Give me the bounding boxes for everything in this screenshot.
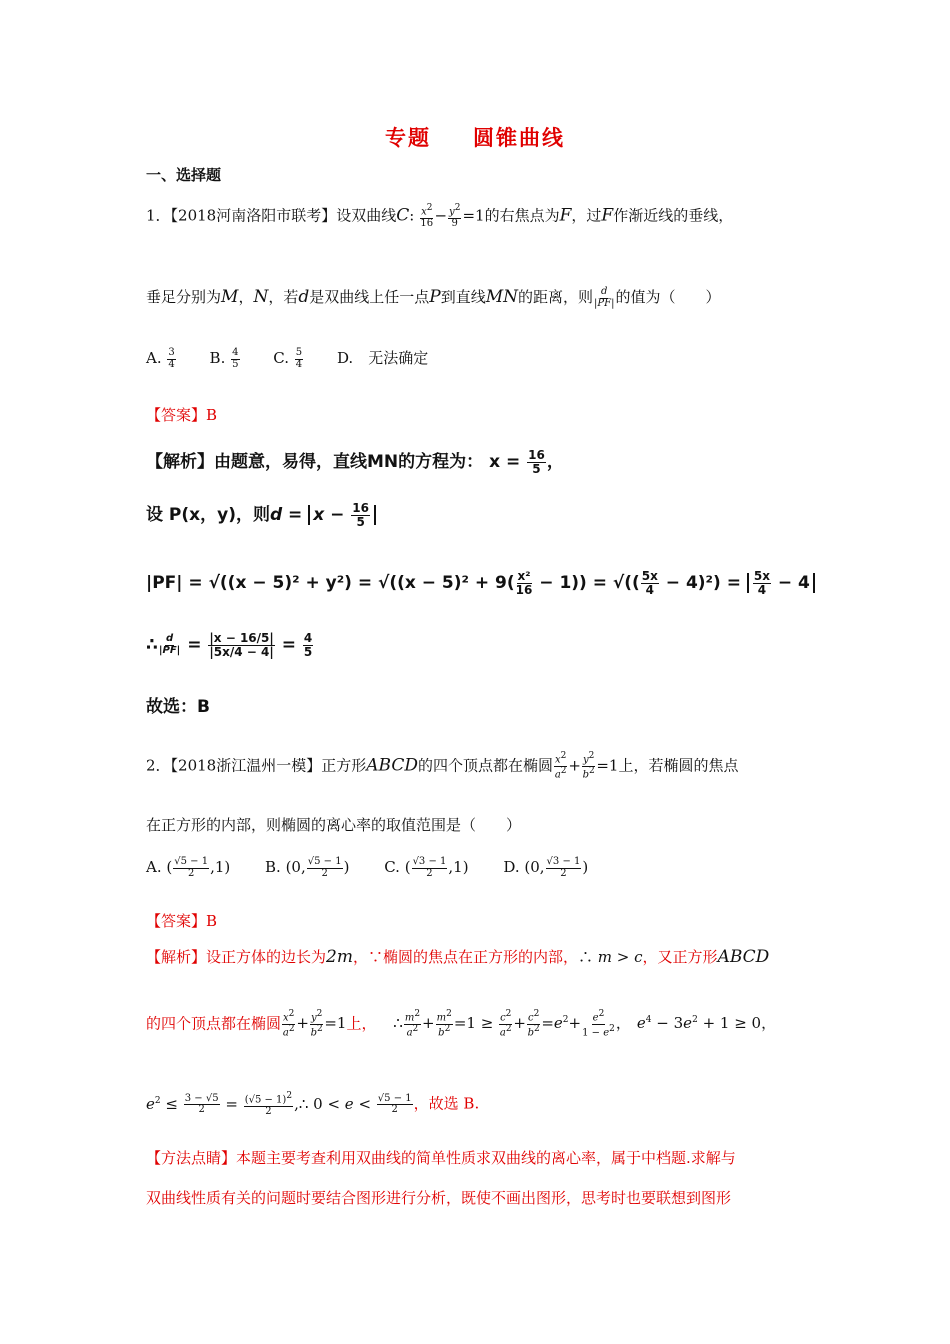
q2-analysis-line3: $e^2$ ≤ $\frac{3 - √5}{2}$ = $\frac{(√5 - 1)2}{2}$ ,∴ 0 < e < $\frac{√5 - 1}{2}$ ，故选 B.: [146, 1091, 480, 1117]
q2-analysis-line1: 【解析】设正方体的边长为2m，∵椭圆的焦点在正方形的内部，∴ m > c，又正方形ABCD: [146, 947, 770, 967]
page-title: 专题 圆锥曲线: [385, 126, 565, 150]
q1-line1: 1．【2018河南洛阳市联考】设双曲线C: $\frac{x2}{16}$ − $\frac{y2}{9}$ =1的右焦点为F，过F作渐近线的垂线，: [146, 203, 734, 229]
q2-method-line2: 双曲线性质有关的问题时要结合图形进行分析，既使不画出图形，思考时也要联想到图形: [146, 1189, 732, 1207]
q1-set-line: 设 P(x，y)，则d = x − $\frac{16}{5}$: [146, 500, 376, 528]
section-heading: 一、选择题: [146, 166, 222, 184]
q2-method-line1: 【方法点睛】本题主要考查利用双曲线的简单性质求双曲线的离心率，属于中档题.求解与: [146, 1149, 736, 1167]
q2-answer: 【答案】B: [146, 912, 218, 930]
q2-line2: 在正方形的内部，则椭圆的离心率的取值范围是（ ）: [146, 816, 522, 834]
q1-conclusion: 故选：B: [146, 697, 210, 717]
q1-pf-equation: |PF| = √((x − 5)² + y²) = √((x − 5)² + 9( $\frac{\text{x²}}{16}$ − 1)) = √(( $\frac{5x}{4}$ − 4)²) = $\frac{5x}{4}$ − 4: [146, 570, 815, 596]
q1-line2: 垂足分别为M，N，若d是双曲线上任一点P到直线MN的距离，则 $\frac{d}{|PF|}$ 的值为（ ）: [146, 286, 721, 309]
q1-analysis: 【解析】由题意，易得，直线MN的方程为： x = $\frac{16}{5}$ ，: [146, 447, 564, 476]
q1-answer: 【答案】B: [146, 406, 218, 424]
q2-analysis-line2: 的四个顶点都在椭圆 $\frac{x2}{a2}$ + $\frac{y2}{b2}$ =1上， ∴ $\frac{m2}{a2}$ + $\frac{m2}{b2}$ =1 ≥ $\frac{c2}{a2}$ + $\frac{c2}{b2}$ $=e^2+$ $\frac{e2}{1 - e2}$ ， $e^4 - 3e^2 + 1 \ge 0$，: [146, 1009, 777, 1039]
q2-line1: 2．【2018浙江温州一模】正方形ABCD的四个顶点都在椭圆 $\frac{x2}{a2}$ + $\frac{y2}{b2}$ =1上，若椭圆的焦点: [146, 751, 739, 781]
q1-ratio: ∴ $\frac{d}{|PF|}$ = $\frac{|x - 16/5|}{|5x/4 - 4|}$ = $\frac{4}{5}$: [146, 631, 313, 659]
q2-options: A. ( $\frac{√5 - 1}{2}$ ,1) B. (0, $\frac{√5 - 1}{2}$ ) C. ( $\frac{√3 - 1}{2}$ ,1) D. (0, $\frac{√3 - 1}{2}$ ): [146, 856, 589, 879]
q1-options: A. $\frac{3}{4}$ B. $\frac{4}{5}$ C. $\frac{5}{4}$ D. 无法确定: [146, 347, 429, 370]
